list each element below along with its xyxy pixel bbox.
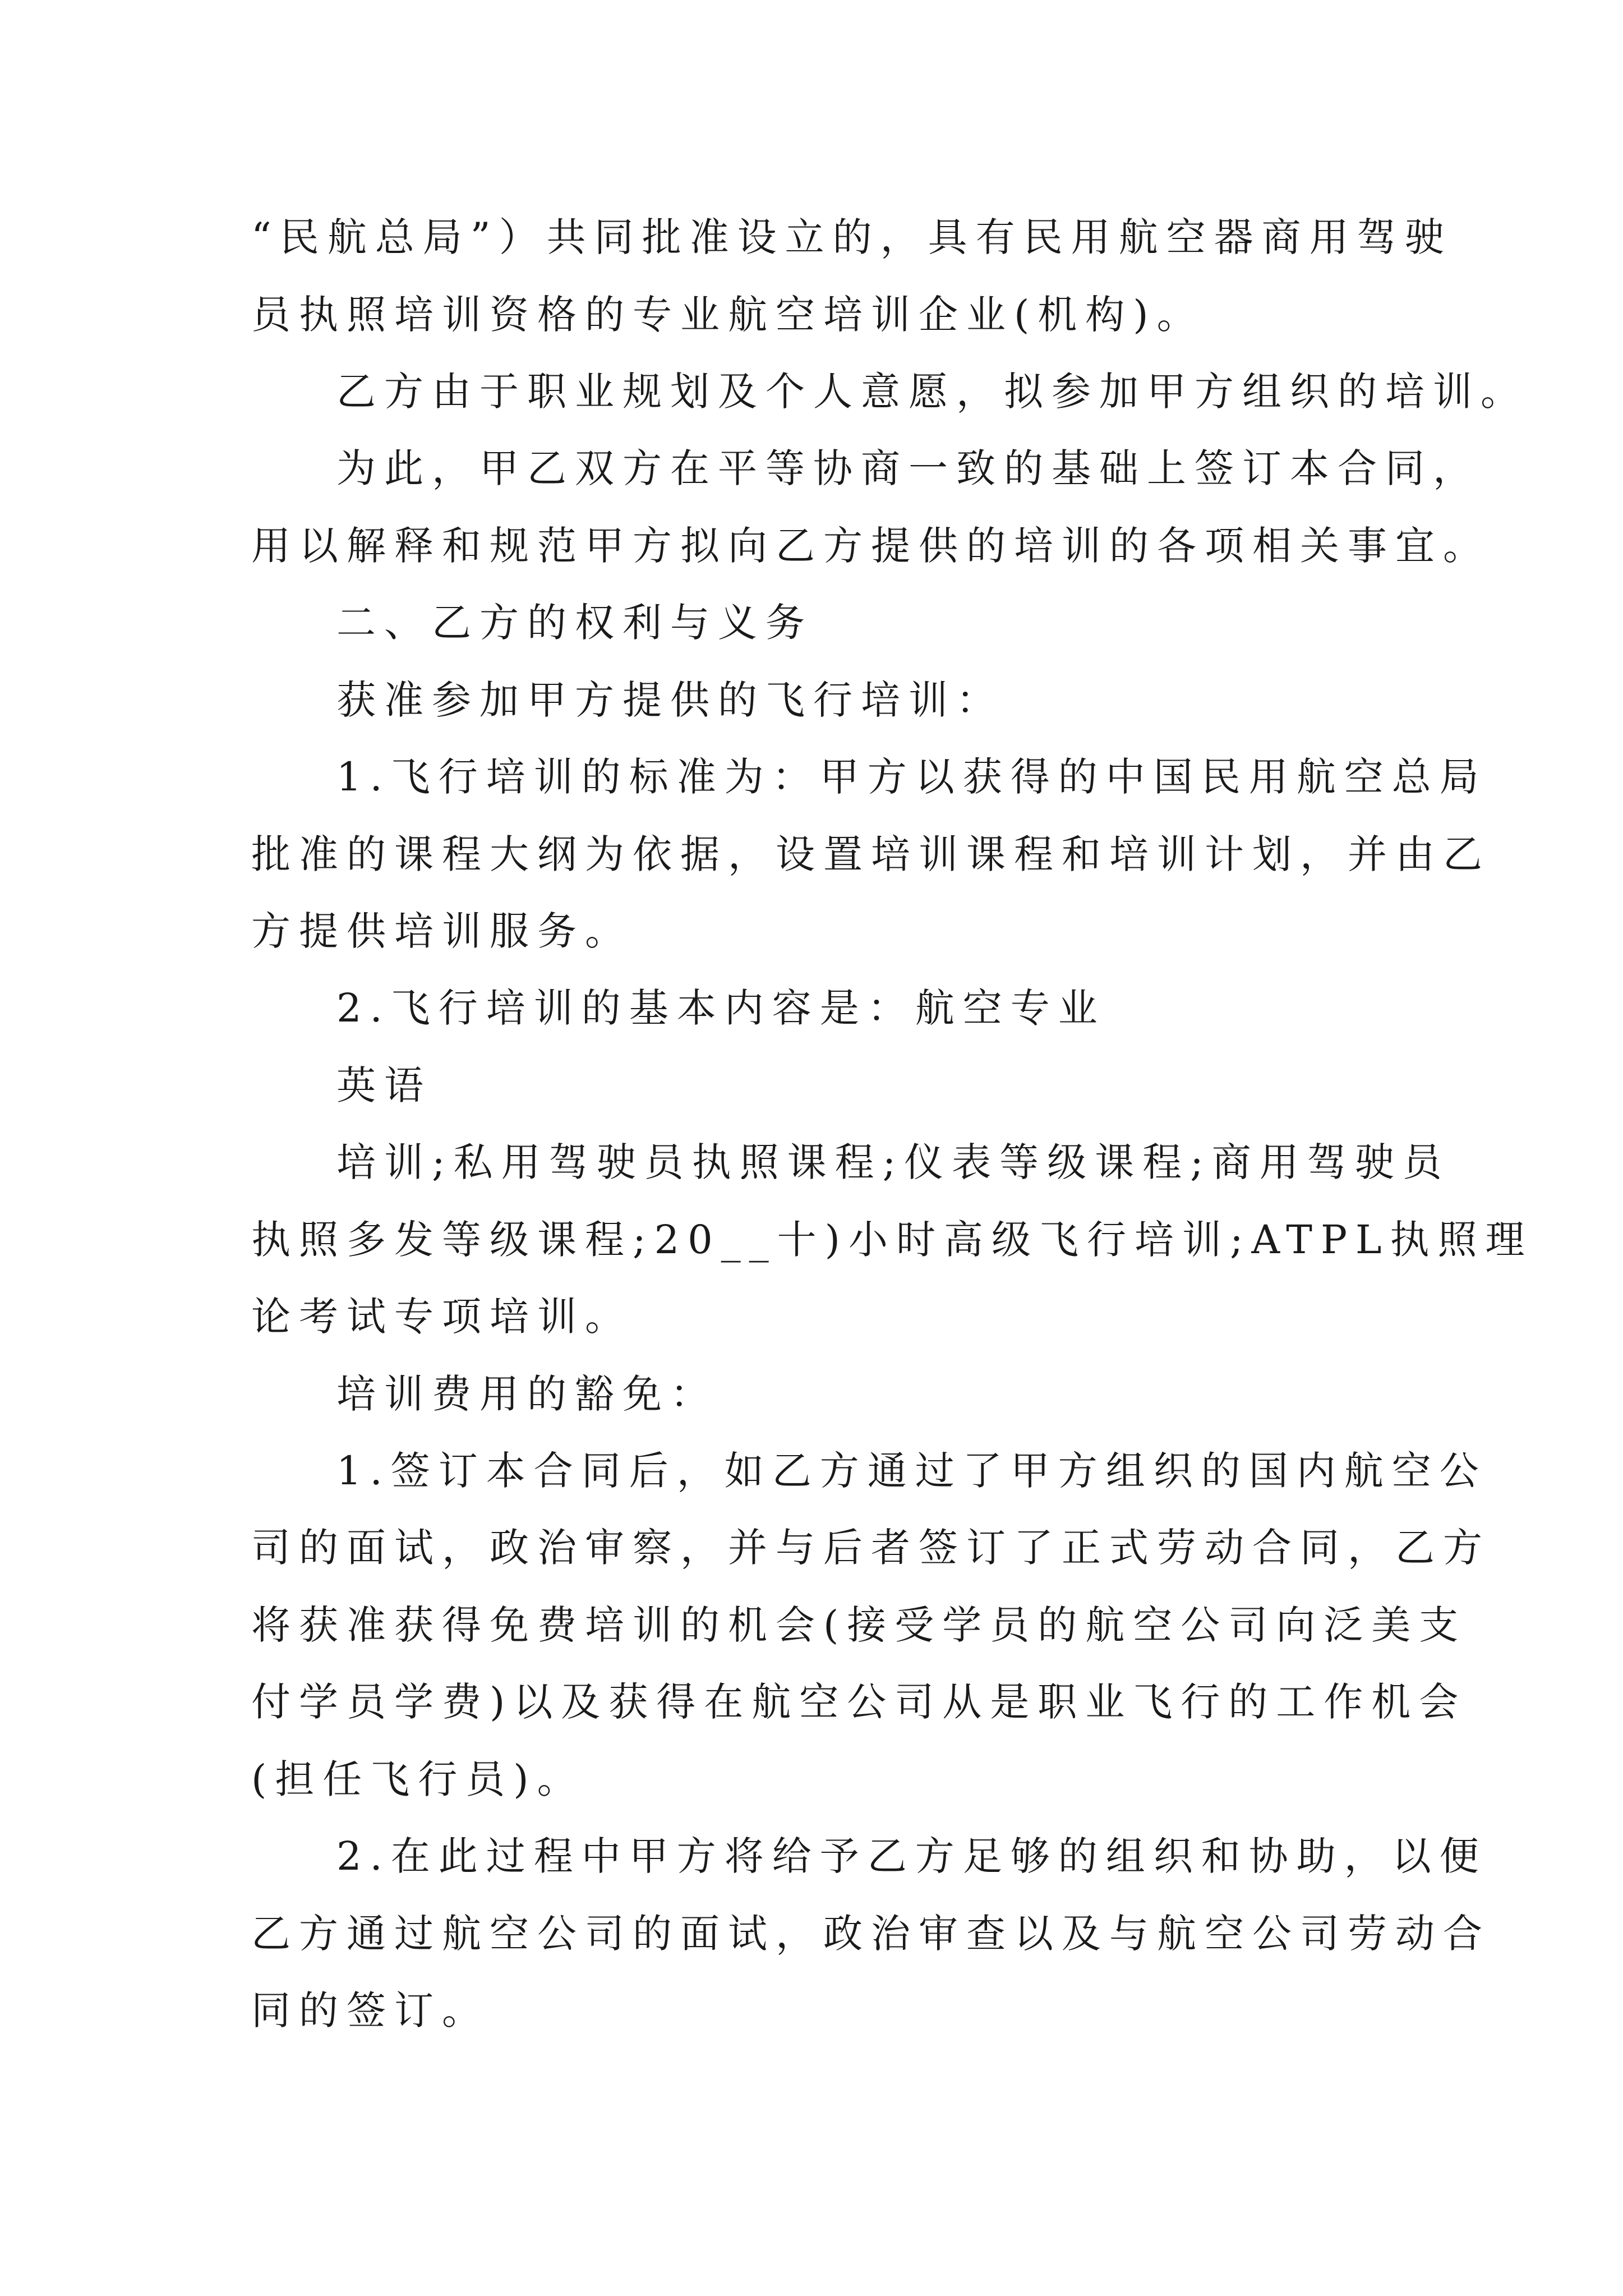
text-line: “民航总局”）共同批准设立的，具有民用航空器商用驾驶 bbox=[251, 214, 1453, 260]
text-line: 批准的课程大纲为依据，设置培训课程和培训计划，并由乙 bbox=[251, 831, 1491, 877]
text-line: 获准参加甲方提供的飞行培训： bbox=[336, 677, 1004, 723]
text-line: 培训;私用驾驶员执照课程;仪表等级课程;商用驾驶员 bbox=[336, 1139, 1450, 1185]
text-line: 为此，甲乙双方在平等协商一致的基础上签订本合同， bbox=[336, 445, 1481, 491]
text-line: 2.在此过程中甲方将给予乙方足够的组织和协助，以便 bbox=[336, 1833, 1487, 1879]
text-line: 乙方由于职业规划及个人意愿，拟参加甲方组织的培训。 bbox=[336, 369, 1528, 415]
text-line: 英语 bbox=[336, 1062, 432, 1108]
text-line: 1.飞行培训的标准为：甲方以获得的中国民用航空总局 bbox=[336, 754, 1487, 800]
text-line: 司的面试，政治审察，并与后者签订了正式劳动合同，乙方 bbox=[251, 1525, 1491, 1571]
text-line: 用以解释和规范甲方拟向乙方提供的培训的各项相关事宜。 bbox=[251, 523, 1491, 569]
text-line: 将获准获得免费培训的机会(接受学员的航空公司向泛美支 bbox=[251, 1602, 1467, 1648]
text-line: 同的签订。 bbox=[251, 1987, 490, 2033]
text-line: 培训费用的豁免： bbox=[336, 1371, 718, 1417]
text-line: 2.飞行培训的基本内容是：航空专业 bbox=[336, 985, 1106, 1031]
text-line: 论考试专项培训。 bbox=[251, 1294, 633, 1340]
text-line: 乙方通过航空公司的面试，政治审查以及与航空公司劳动合 bbox=[251, 1911, 1491, 1957]
text-line: 执照多发等级课程;20__十)小时高级飞行培训;ATPL执照理 bbox=[251, 1217, 1533, 1263]
text-line: 付学员学费)以及获得在航空公司从是职业飞行的工作机会 bbox=[251, 1679, 1467, 1725]
text-line: 1.签订本合同后，如乙方通过了甲方组织的国内航空公 bbox=[336, 1448, 1487, 1494]
text-line: 员执照培训资格的专业航空培训企业(机构)。 bbox=[251, 292, 1205, 338]
text-line: 方提供培训服务。 bbox=[251, 908, 633, 954]
text-line: (担任飞行员)。 bbox=[251, 1756, 585, 1802]
section-heading: 二、乙方的权利与义务 bbox=[336, 600, 813, 646]
